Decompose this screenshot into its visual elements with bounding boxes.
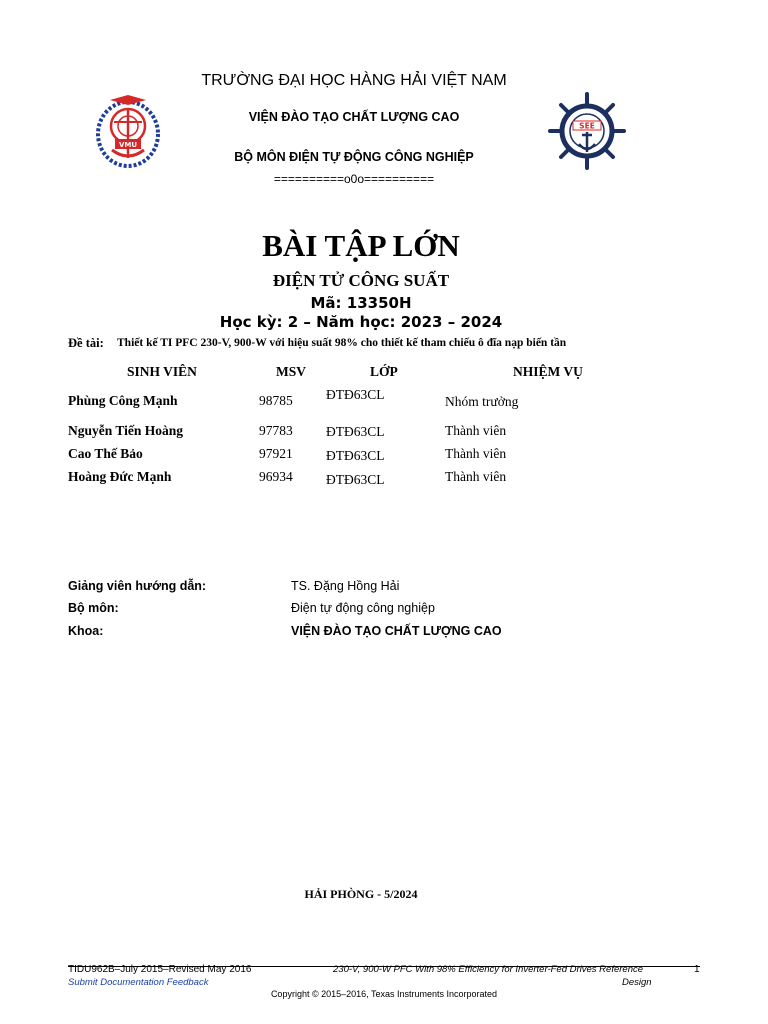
header-student-id: MSV bbox=[276, 364, 306, 379]
course-code: Mã: 13350H bbox=[310, 294, 412, 312]
student-role: Thành viên bbox=[445, 423, 507, 438]
footer-doc-title: 230-V, 900-W PFC With 98% Efficiency for Inverter-Fed Drives Reference bbox=[333, 964, 644, 975]
separator-line: ==========o0o========== bbox=[273, 172, 435, 186]
student-role: Thành viên bbox=[445, 469, 507, 484]
header-class: LỚP bbox=[370, 364, 398, 379]
place-date: HẢI PHÒNG - 5/2024 bbox=[304, 887, 418, 901]
header-role: NHIỆM VỤ bbox=[513, 364, 583, 379]
student-class: ĐTĐ63CL bbox=[326, 424, 385, 439]
institute-name: VIỆN ĐÀO TẠO CHẤT LƯỢNG CAO bbox=[248, 110, 460, 124]
supervisor-label: Giảng viên hướng dẫn: bbox=[68, 579, 207, 593]
footer-doc-title-continued: Design bbox=[622, 977, 652, 988]
see-logo bbox=[546, 92, 628, 170]
faculty-label: Khoa: bbox=[68, 624, 104, 638]
department-value: Điện tự động công nghiệp bbox=[291, 601, 435, 615]
student-name: Cao Thế Bảo bbox=[68, 446, 143, 461]
academic-term: Học kỳ: 2 – Năm học: 2023 – 2024 bbox=[219, 313, 503, 331]
student-name: Nguyễn Tiến Hoàng bbox=[68, 423, 184, 438]
supervisor-value: TS. Đặng Hồng Hải bbox=[291, 579, 400, 593]
student-name: Phùng Công Mạnh bbox=[68, 393, 178, 408]
footer-page-number: 1 bbox=[694, 964, 700, 975]
student-class: ĐTĐ63CL bbox=[326, 448, 385, 463]
footer-copyright: Copyright © 2015–2016, Texas Instruments Incorporated bbox=[270, 989, 498, 999]
see-logo-text: SEE bbox=[579, 121, 595, 131]
topic-label: Đề tài: bbox=[68, 336, 104, 350]
department-label: Bộ môn: bbox=[68, 601, 119, 615]
vmu-logo-text: VMU bbox=[118, 141, 138, 149]
student-class: ĐTĐ63CL bbox=[326, 472, 385, 487]
faculty-value: VIỆN ĐÀO TẠO CHẤT LƯỢNG CAO bbox=[291, 624, 502, 638]
topic-text: Thiết kế TI PFC 230-V, 900-W với hiệu suất 98% cho thiết kế tham chiếu ô đĩa nạp biến tần bbox=[117, 337, 567, 349]
header-student: SINH VIÊN bbox=[127, 364, 197, 379]
university-name: TRƯỜNG ĐẠI HỌC HÀNG HẢI VIỆT NAM bbox=[201, 72, 507, 89]
report-title: BÀI TẬP LỚN bbox=[262, 228, 460, 263]
footer-doc-id: TIDU962B–July 2015–Revised May 2016 bbox=[68, 964, 252, 975]
department-name: BỘ MÔN ĐIỆN TỰ ĐỘNG CÔNG NGHIỆP bbox=[234, 150, 474, 164]
student-id: 97921 bbox=[259, 446, 293, 461]
student-role: Thành viên bbox=[445, 446, 507, 461]
feedback-link[interactable]: Submit Documentation Feedback bbox=[68, 977, 209, 988]
student-id: 97783 bbox=[259, 423, 293, 438]
student-id: 98785 bbox=[259, 393, 293, 408]
student-role: Nhóm trưởng bbox=[445, 394, 519, 409]
student-id: 96934 bbox=[259, 469, 293, 484]
student-class: ĐTĐ63CL bbox=[326, 387, 385, 402]
vmu-logo bbox=[88, 92, 168, 172]
student-name: Hoàng Đức Mạnh bbox=[68, 469, 172, 484]
course-subject: ĐIỆN TỬ CÔNG SUẤT bbox=[272, 271, 450, 290]
